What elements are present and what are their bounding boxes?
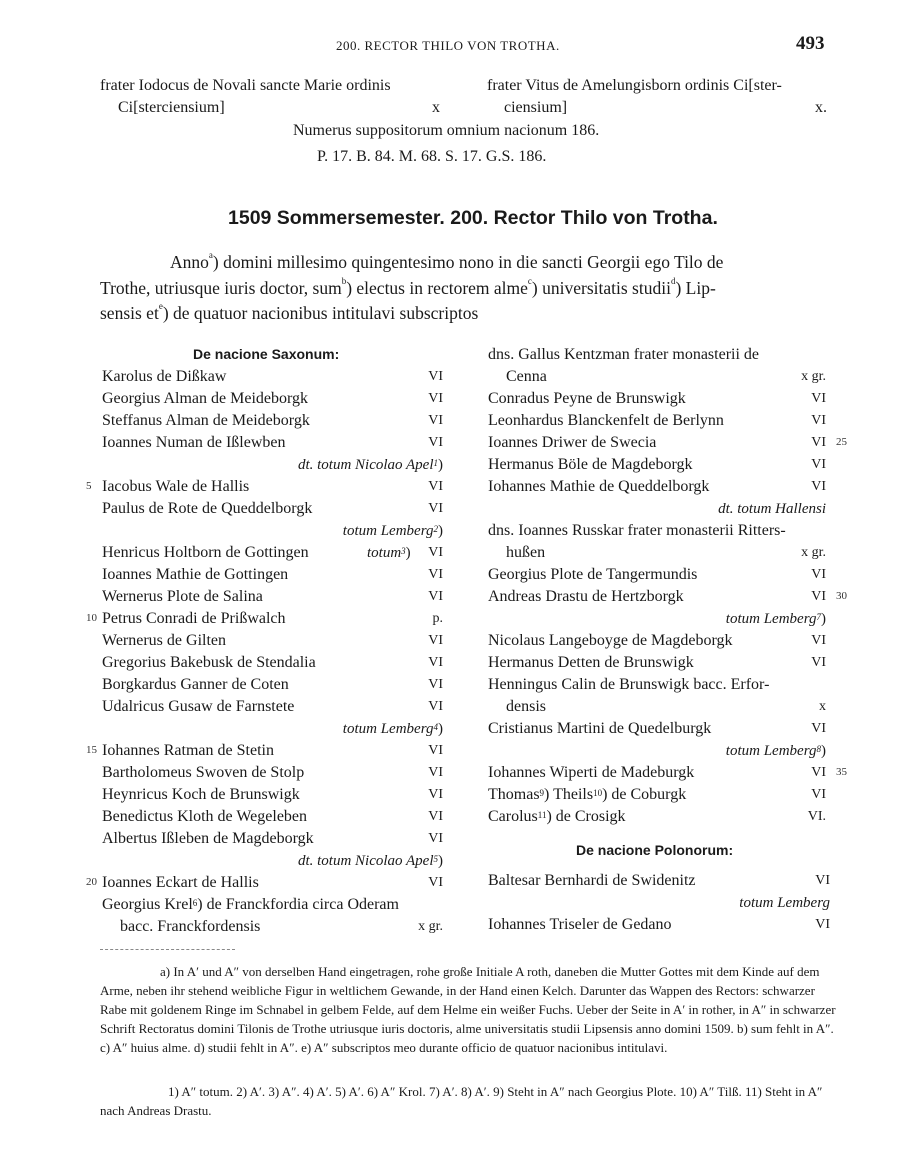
fee-mark: VI.: [807, 809, 826, 824]
note-paren: ): [821, 743, 826, 759]
entry-text: Albertus Ißleben de Magdeborgk: [102, 830, 314, 847]
entry-text: dns. Gallus Kentzman frater monasterii de: [488, 346, 760, 363]
footnote-ref: 7: [816, 612, 821, 622]
fee-mark: x gr.: [801, 369, 826, 384]
entry-text: Henningus Calin de Brunswigk bacc. Erfor-: [488, 676, 770, 693]
fee-mark: VI: [428, 655, 443, 670]
entry-name: [102, 784, 300, 806]
payment-note: [343, 520, 443, 542]
payment-note: [726, 740, 826, 762]
note-paren: ): [438, 721, 443, 737]
fee-mark: VI: [811, 787, 826, 802]
entry-text: Benedictus Kloth de Wegeleben: [102, 808, 308, 825]
entry-text: Ioannes Eckart de Hallis: [102, 874, 259, 891]
entry-name: [488, 784, 686, 806]
payment-note: [298, 454, 443, 476]
line-number: 30: [836, 590, 847, 602]
fee-mark: VI: [811, 435, 826, 450]
fee-mark: VI: [428, 831, 443, 846]
entry-name: [488, 870, 696, 892]
fee-mark: VI: [428, 787, 443, 802]
numerus-line: Numerus suppositorum omnium nacionum 186.: [293, 122, 600, 139]
entry-text: Petrus Conradi de Prißwalch: [102, 610, 286, 627]
entry-name: [488, 454, 693, 476]
entry-text: bacc. Franckfordensis: [120, 918, 261, 935]
payment-note-text: totum Lemberg: [342, 523, 434, 539]
payment-note: [343, 718, 443, 740]
payment-note: [739, 892, 830, 914]
footnote-ref: 5: [433, 854, 438, 864]
entry-text: Bartholomeus Swoven de Stolp: [102, 764, 305, 781]
entry-name: [102, 652, 316, 674]
footnote-ref: 6: [192, 898, 198, 908]
heading-saxonum: De nacione Saxonum:: [193, 346, 340, 362]
line-number: 10: [86, 612, 97, 624]
entry-name: [488, 564, 697, 586]
entry-name: [488, 410, 724, 432]
entry-text: Hermanus Böle de Magdeborgk: [488, 456, 693, 473]
entry-text: Cenna: [506, 368, 547, 385]
footnote-ref: 3: [401, 546, 406, 556]
footnote-letters: a) In A′ und A″ von derselben Hand eingetragen, rohe große Initiale A roth, daneben die Mutter Gottes mit dem Kinde auf dem Arme, neben ihr stehend weibliche Figur in weltlichem Gewande, in der Hand einen Kelch. Darunter das Wappen des Rectors: schwarzer Rabe mit goldenem Ringe im Schnabel in gelbem Felde, auf dem Helme ein weißer Fuchs. Ueber der Seite in A′ in rother, in A″ in schwarzer Schrift Rectoratus domini Tilonis de Trothe utriusque iuris doctoris, alme universitatis studii Lipsensis anno domini 1509. b) sum fehlt in A″. c) A″ huius alme. d) studii fehlt in A″. e) A″ subscriptos meo durante officio de quatuor nacionibus intitulavi.: [100, 964, 836, 1055]
entry-text: Udalricus Gusaw de Farnstete: [102, 698, 295, 715]
entry-text: Ioannes Numan de Ißlewben: [102, 434, 286, 451]
fee-mark: VI: [815, 917, 830, 932]
fee-mark: VI: [428, 765, 443, 780]
fee-mark: VI: [428, 677, 443, 692]
entry-name: [488, 630, 733, 652]
entry-text: Iohannes Ratman de Stetin: [102, 742, 274, 759]
page-number: 493: [796, 33, 825, 54]
fee-mark: VI: [428, 699, 443, 714]
entry-text-cont: ) Theils: [544, 786, 594, 803]
section-title: 1509 Sommersemester. 200. Rector Thilo von Trotha.: [228, 207, 718, 229]
note-paren: ): [438, 457, 443, 473]
intro-line-2: Trothe, utriusque iuris doctor, sum$^b$) electus in rectorem alme$^c$) universitatis studii$^d$) Lip-: [100, 276, 716, 298]
fee-mark: VI: [811, 721, 826, 736]
fee-mark: VI: [815, 873, 830, 888]
entry-name: [488, 806, 626, 828]
intro-line-3: sensis $et^e$) de quatuor nacionibus intitulavi subscriptos: [100, 301, 479, 323]
note-paren: ): [405, 545, 411, 561]
payment-note-text: totum Lemberg: [739, 895, 830, 911]
entry-name: [488, 762, 694, 784]
note-paren: ): [821, 611, 826, 627]
entry-name: [488, 652, 694, 674]
entry-text: Karolus de Dißkaw: [102, 368, 227, 385]
entry-name: [488, 914, 672, 936]
fee-mark: VI: [428, 743, 443, 758]
entry-text: Gregorius Bakebusk de Stendalia: [102, 654, 316, 671]
fee-mark: VI: [428, 391, 443, 406]
entry-name: [488, 388, 686, 410]
fee-mark: VI: [428, 435, 443, 450]
entry-name: [102, 410, 310, 432]
fee-mark: VI: [428, 809, 443, 824]
entry-text: Heynricus Koch de Brunswigk: [102, 786, 300, 803]
entry-name: [102, 366, 226, 388]
entry-name: [102, 432, 286, 454]
fee-mark: VI: [811, 457, 826, 472]
payment-note-text: dt. totum Hallensi: [718, 501, 826, 517]
top-left-line-2: Ci[sterciensium]: [118, 99, 225, 116]
footnote-ref: 10: [593, 788, 603, 798]
fee-mark: VI: [428, 589, 443, 604]
entry-name: [506, 696, 546, 718]
line-number: 15: [86, 744, 97, 756]
footnote-ref: 8: [816, 744, 821, 754]
entry-name: [102, 630, 226, 652]
fee-mark: VI: [428, 369, 443, 384]
line-number: 20: [86, 876, 97, 888]
fee-mark: VI: [811, 479, 826, 494]
top-right-mark: x.: [815, 99, 827, 116]
entry-text: Conradus Peyne de Brunswigk: [488, 390, 686, 407]
entry-text: Iacobus Wale de Hallis: [102, 478, 250, 495]
fee-mark: VI: [811, 633, 826, 648]
entry-name: [102, 476, 249, 498]
fee-mark: VI: [428, 567, 443, 582]
entry-name: [102, 894, 399, 916]
top-left-line-1: frater Iodocus de Novali sancte Marie ordinis: [100, 77, 391, 94]
entry-name: [120, 916, 260, 938]
entry-name: [102, 388, 308, 410]
payment-note: [718, 498, 826, 520]
top-right-line-2: ciensium]: [504, 99, 568, 116]
heading-polonorum: De nacione Polonorum:: [576, 842, 734, 858]
payment-note-text: totum Lemberg: [725, 611, 817, 627]
entry-text: Iohannes Mathie de Queddelborgk: [488, 478, 710, 495]
entry-name: [102, 498, 312, 520]
intro-line-1: Anno$^a$) domini millesimo quingentesimo nono in die sancti Georgii ego Tilo de: [170, 250, 724, 272]
fee-mark: VI: [428, 633, 443, 648]
entry-name: [102, 586, 263, 608]
fee-mark: x: [819, 699, 826, 714]
entry-text-cont: ) de Coburgk: [602, 786, 687, 803]
payment-note-text: dt. totum Nicolao Apel: [297, 853, 434, 869]
entry-name: [488, 674, 769, 696]
entry-text: Thomas: [488, 786, 540, 803]
fee-mark: VI: [811, 655, 826, 670]
payment-note: [367, 542, 411, 564]
fee-mark: VI: [811, 391, 826, 406]
note-paren: ): [438, 853, 443, 869]
entry-text: Paulus de Rote de Queddelborgk: [102, 500, 313, 517]
entry-text: Steffanus Alman de Meideborgk: [102, 412, 310, 429]
fee-mark: VI: [811, 567, 826, 582]
entry-name: [102, 696, 294, 718]
running-header: 200. RECTOR THILO VON TROTHA.: [336, 38, 560, 53]
entry-name: [102, 740, 274, 762]
note-paren: ): [438, 523, 443, 539]
fee-mark: VI: [428, 479, 443, 494]
entry-name: [102, 806, 307, 828]
fee-mark: p.: [432, 611, 443, 626]
entry-text: Iohannes Triseler de Gedano: [488, 916, 672, 933]
payment-note: [298, 850, 443, 872]
entry-text: Ioannes Driwer de Swecia: [488, 434, 657, 451]
entry-text: Hermanus Detten de Brunswigk: [488, 654, 694, 671]
entry-name: [488, 476, 709, 498]
footnote-rule: [100, 949, 235, 950]
entry-name: [506, 542, 545, 564]
fee-mark: x gr.: [801, 545, 826, 560]
entry-text: hußen: [506, 544, 546, 561]
entry-text: Borgkardus Ganner de Coten: [102, 676, 289, 693]
footnote-ref: 4: [433, 722, 438, 732]
summary-line: P. 17. B. 84. M. 68. S. 17. G.S. 186.: [317, 148, 547, 165]
entry-text: Georgius Krel: [102, 896, 193, 913]
footnote-numbers: 1) A″ totum. 2) A′. 3) A″. 4) A′. 5) A′. 6) A″ Krol. 7) A′. 8) A′. 9) Steht in A″ nach Georgius Plote. 10) A″ Tilß. 11) Steht in A″ nach Andreas Drastu.: [100, 1084, 823, 1118]
entry-name: [506, 366, 547, 388]
entry-text: Cristianus Martini de Quedelburgk: [488, 720, 712, 737]
entry-text: Baltesar Bernhardi de Swidenitz: [488, 872, 696, 889]
payment-note-text: totum: [367, 545, 402, 561]
entry-text-cont: ) de Crosigk: [546, 808, 626, 825]
top-left-mark: x: [432, 99, 440, 116]
entry-name: [102, 608, 286, 630]
fee-mark: VI: [428, 413, 443, 428]
payment-note-text: dt. totum Nicolao Apel: [297, 457, 434, 473]
entry-text: Wernerus Plote de Salina: [102, 588, 263, 605]
entry-text: Henricus Holtborn de Gottingen: [102, 544, 309, 561]
entry-name: [102, 828, 314, 850]
entry-text: Georgius Plote de Tangermundis: [488, 566, 698, 583]
entry-text: Leonhardus Blanckenfelt de Berlynn: [488, 412, 724, 429]
line-number: 5: [86, 480, 92, 492]
footnote-ref: 11: [537, 810, 547, 820]
payment-note: [726, 608, 826, 630]
entry-name: [102, 762, 304, 784]
fee-mark: VI: [428, 501, 443, 516]
entry-text: Carolus: [488, 808, 538, 825]
entry-name: [102, 564, 288, 586]
entry-name: [488, 432, 656, 454]
entry-name: [488, 520, 786, 542]
fee-mark: VI: [811, 765, 826, 780]
entry-name: [488, 718, 711, 740]
footnote-ref: 9: [539, 788, 545, 798]
footnote-ref: 1: [433, 458, 438, 468]
fee-mark: VI: [811, 413, 826, 428]
entry-name: [102, 674, 289, 696]
entry-text: Nicolaus Langeboyge de Magdeborgk: [488, 632, 733, 649]
entry-text: dns. Ioannes Russkar frater monasterii Ritters-: [488, 522, 786, 539]
entry-text: Iohannes Wiperti de Madeburgk: [488, 764, 695, 781]
entry-name: [102, 542, 309, 564]
fee-mark: VI: [428, 875, 443, 890]
entry-text: Andreas Drastu de Hertzborgk: [488, 588, 684, 605]
fee-mark: VI: [428, 545, 443, 560]
footnote-ref: 2: [433, 524, 438, 534]
line-number: 35: [836, 766, 847, 778]
entry-text: Ioannes Mathie de Gottingen: [102, 566, 289, 583]
entry-name: [102, 872, 259, 894]
fee-mark: VI: [811, 589, 826, 604]
payment-note-text: totum Lemberg: [342, 721, 434, 737]
fee-mark: x gr.: [418, 919, 443, 934]
entry-text: Georgius Alman de Meideborgk: [102, 390, 309, 407]
line-number: 25: [836, 436, 847, 448]
top-right-line-1: frater Vitus de Amelungisborn ordinis Ci[ster-: [487, 77, 782, 94]
entry-name: [488, 344, 759, 366]
payment-note-text: totum Lemberg: [725, 743, 817, 759]
entry-name: [488, 586, 684, 608]
entry-text: densis: [506, 698, 546, 715]
entry-text: Wernerus de Gilten: [102, 632, 226, 649]
entry-text-cont: ) de Franckfordia circa Oderam: [197, 896, 399, 913]
